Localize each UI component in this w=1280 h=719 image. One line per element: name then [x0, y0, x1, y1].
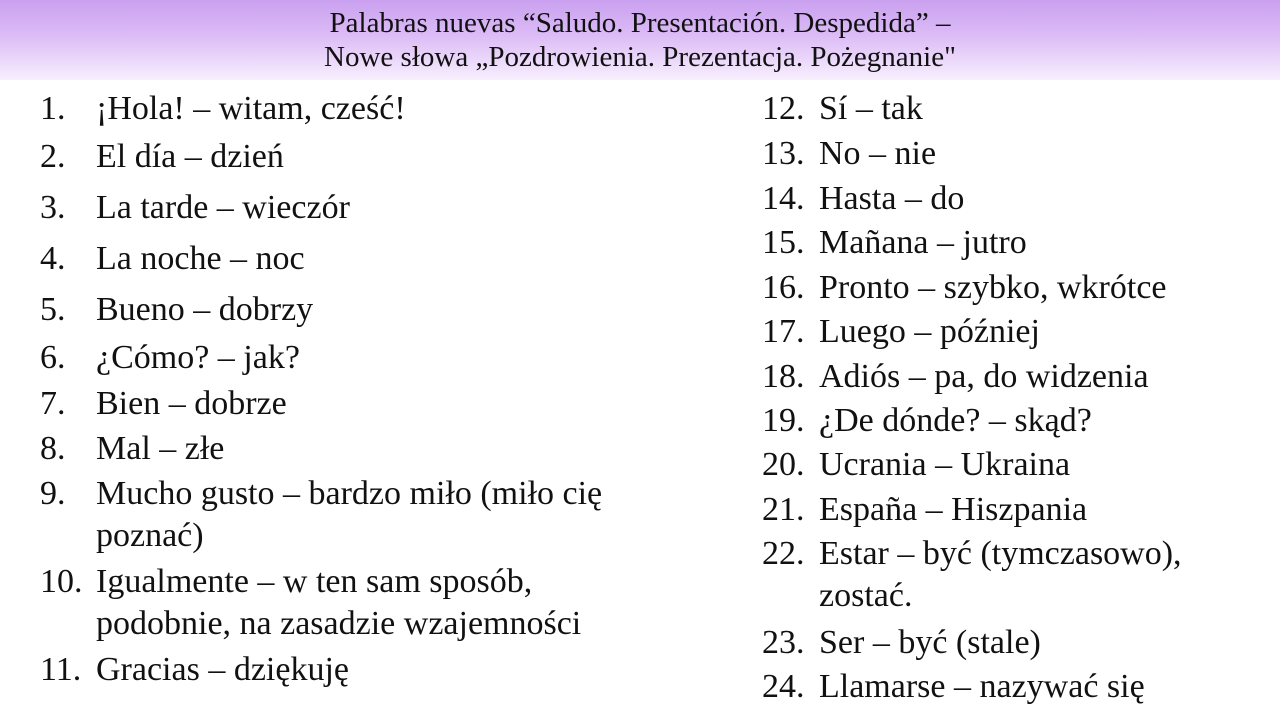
item-text — [96, 289, 313, 331]
item-text — [819, 356, 1149, 398]
item-text-line: La tarde – wieczór — [96, 189, 350, 226]
item-text-line: Luego – później — [819, 313, 1040, 350]
item-number: 3. — [40, 189, 66, 226]
item-number: 11. — [40, 651, 82, 688]
item-text — [819, 311, 1040, 353]
item-text — [96, 136, 284, 178]
item-number: 8. — [40, 430, 66, 467]
list-item — [762, 133, 936, 175]
item-text — [819, 133, 936, 175]
item-text-line: Llamarse – nazywać się — [819, 668, 1145, 705]
item-text-line: Mañana – jutro — [819, 224, 1027, 261]
list-item — [40, 187, 350, 229]
item-text — [819, 444, 1070, 486]
item-text-line: Bien – dobrze — [96, 385, 287, 422]
list-item — [762, 178, 964, 220]
list-item — [762, 400, 1092, 442]
header-title-line-1: Palabras nuevas “Saludo. Presentación. Despedida” – — [329, 7, 951, 39]
list-item — [40, 136, 284, 178]
item-text-line: España – Hiszpania — [819, 491, 1088, 528]
item-number: 13. — [762, 135, 805, 172]
item-text — [96, 88, 406, 130]
item-number: 6. — [40, 339, 66, 376]
item-text-line: Mucho gusto – bardzo miło (miło cię — [96, 475, 603, 512]
item-number: 18. — [762, 358, 805, 395]
list-item — [762, 222, 1027, 264]
item-text — [819, 666, 1145, 708]
list-item — [762, 88, 923, 130]
item-text-line: Pronto – szybko, wkrótce — [819, 269, 1167, 306]
item-text-line: podobnie, na zasadzie wzajemności — [96, 605, 582, 642]
item-number: 23. — [762, 624, 805, 661]
item-text — [819, 489, 1087, 531]
item-text-line: Sí – tak — [819, 90, 923, 127]
item-number: 15. — [762, 224, 805, 261]
item-number: 7. — [40, 385, 66, 422]
item-text — [819, 622, 1041, 664]
item-text-line: ¿De dónde? – skąd? — [819, 402, 1092, 439]
item-number: 2. — [40, 138, 66, 175]
list-item — [40, 428, 224, 470]
item-text-line: poznać) — [96, 517, 204, 554]
item-text-line: Bueno – dobrzy — [96, 291, 314, 328]
list-item — [40, 561, 581, 645]
list-item — [762, 622, 1041, 664]
item-number: 4. — [40, 240, 66, 277]
item-text-line: Mal – złe — [96, 430, 225, 467]
item-number: 24. — [762, 668, 805, 705]
header-title-line-2: Nowe słowa „Pozdrowienia. Prezentacja. Pożegnanie" — [324, 41, 956, 73]
list-item — [40, 337, 300, 379]
item-number: 9. — [40, 475, 66, 512]
item-text-line: Ucrania – Ukraina — [819, 446, 1071, 483]
item-number: 17. — [762, 313, 805, 350]
item-text-line: Estar – być (tymczasowo), — [819, 535, 1182, 572]
list-item — [762, 311, 1040, 353]
item-number: 21. — [762, 491, 805, 528]
item-number: 14. — [762, 180, 805, 217]
list-item — [762, 356, 1149, 398]
item-text — [96, 473, 602, 557]
item-text-line: La noche – noc — [96, 240, 305, 277]
item-text-line: No – nie — [819, 135, 937, 172]
item-text — [96, 428, 224, 470]
list-item — [762, 666, 1145, 708]
item-text — [819, 267, 1167, 309]
item-text-line: Igualmente – w ten sam sposób, — [96, 563, 533, 600]
item-text — [819, 400, 1092, 442]
item-text-line: Ser – być (stale) — [819, 624, 1041, 661]
item-text-line: ¡Hola! – witam, cześć! — [96, 90, 406, 127]
list-item — [40, 473, 602, 557]
item-text — [819, 178, 964, 220]
item-text-line: Adiós – pa, do widzenia — [819, 358, 1149, 395]
item-number: 19. — [762, 402, 805, 439]
item-number: 16. — [762, 269, 805, 306]
item-text — [96, 187, 350, 229]
list-item — [40, 383, 287, 425]
item-text — [96, 337, 300, 379]
item-text-line: El día – dzień — [96, 138, 284, 175]
item-text-line: Hasta – do — [819, 180, 965, 217]
item-text — [819, 88, 923, 130]
item-text — [819, 222, 1027, 264]
list-item — [762, 533, 1182, 617]
item-text — [96, 238, 305, 280]
item-number: 5. — [40, 291, 66, 328]
item-text — [96, 383, 287, 425]
list-item — [762, 267, 1167, 309]
list-item — [762, 444, 1070, 486]
item-number: 22. — [762, 535, 805, 572]
item-text — [819, 533, 1182, 617]
list-item — [40, 649, 349, 691]
list-item — [40, 238, 305, 280]
item-text-line: zostać. — [819, 577, 913, 614]
item-number: 10. — [40, 563, 83, 600]
item-number: 20. — [762, 446, 805, 483]
item-number: 12. — [762, 90, 805, 127]
slide-header — [0, 0, 1280, 80]
item-text — [96, 561, 581, 645]
list-item — [40, 289, 313, 331]
item-text — [96, 649, 349, 691]
list-item — [762, 489, 1087, 531]
item-number: 1. — [40, 90, 66, 127]
list-item — [40, 88, 406, 130]
item-text-line: ¿Cómo? – jak? — [96, 339, 300, 376]
item-text-line: Gracias – dziękuję — [96, 651, 349, 688]
